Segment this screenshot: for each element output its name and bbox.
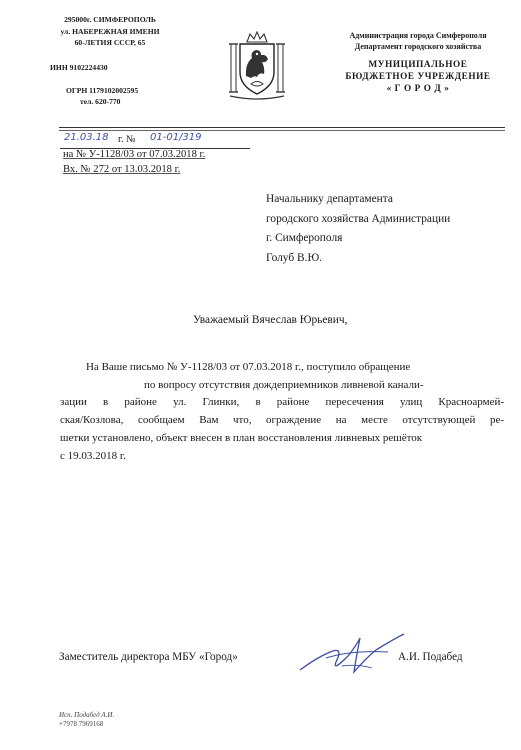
sender-address-line2: ул. НАБЕРЕЖНАЯ ИМЕНИ xyxy=(60,26,160,36)
org-title-line1: МУНИЦИПАЛЬНОЕ xyxy=(368,59,468,69)
outgoing-number-prefix: г. № xyxy=(118,134,136,145)
body-text xyxy=(60,359,504,465)
sender-block xyxy=(40,14,180,49)
coat-of-arms-emblem xyxy=(228,30,286,102)
recipient-line4: Голуб В.Ю. xyxy=(266,251,323,264)
recipient-block xyxy=(266,190,506,268)
org-title xyxy=(318,58,518,94)
org-department-name: Департамент городского хозяйства xyxy=(354,42,482,51)
recipient-line3: г. Симферополя xyxy=(266,232,343,244)
org-block xyxy=(318,30,518,52)
body-line4: ская/Козлова, сообщаем Вам что, ограждение на месте отсутствующей ре- xyxy=(60,414,504,427)
body-line1: На Ваше письмо № У-1128/03 от 07.03.2018 г., поступило обращение xyxy=(86,361,411,373)
executor-name: Исп. Подабед А.И. xyxy=(59,711,115,719)
recipient-line2: городского хозяйства Администрации xyxy=(266,212,451,225)
header-divider xyxy=(59,127,505,128)
executor-block xyxy=(59,711,114,729)
body-line2: по вопросу отсутствия дождеприемников ливневой канали- xyxy=(144,378,424,391)
reference-registration: Вх. № 272 от 13.03.2018 г. xyxy=(63,164,181,175)
body-line3: зации в районе ул. Глинки, в районе пересечения улиц Красноармей- xyxy=(60,396,504,409)
handwritten-date: 21.03.18 xyxy=(64,132,109,143)
executor-phone: +7978 7969168 xyxy=(59,720,104,728)
handwritten-signature xyxy=(296,628,408,678)
sender-inn: ИНН 9102224430 xyxy=(50,63,108,72)
body-line6: с 19.03.2018 г. xyxy=(60,449,126,462)
signatory-name: А.И. Подабед xyxy=(398,651,463,663)
sender-address-line1: 295000г. СИМФЕРОПОЛЬ xyxy=(64,15,156,24)
sender-address-line3: 60-ЛЕТИЯ СССР, 65 xyxy=(74,38,146,47)
outgoing-number-line xyxy=(60,134,250,149)
greeting: Уважаемый Вячеслав Юрьевич, xyxy=(193,314,348,326)
org-admin-name: Администрация города Симферополя xyxy=(349,31,487,40)
body-line5: шетки установлено, объект внесен в план восстановления ливневых решёток xyxy=(60,431,423,444)
header-divider-secondary xyxy=(59,130,505,131)
org-title-line2: БЮДЖЕТНОЕ УЧРЕЖДЕНИЕ xyxy=(345,71,491,81)
recipient-line1: Начальнику департамента xyxy=(266,193,393,205)
sender-ogrn: ОГРН 1179102002595 xyxy=(66,86,139,95)
org-title-line3: « Г О Р О Д » xyxy=(386,83,450,93)
signatory-title: Заместитель директора МБУ «Город» xyxy=(59,651,238,663)
reference-incoming-letter: на № У-1128/03 от 07.03.2018 г. xyxy=(63,149,206,160)
sender-phone: тел. 620-770 xyxy=(80,97,121,106)
handwritten-number: 01-01/319 xyxy=(150,132,202,143)
